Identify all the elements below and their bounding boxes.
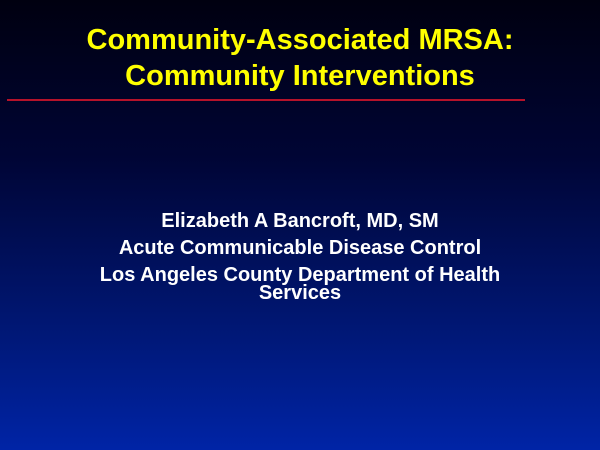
title-line-2: Community Interventions (125, 60, 475, 92)
title-underline-divider (7, 99, 525, 101)
author-department: Acute Communicable Disease Control (118, 237, 482, 259)
slide-title (0, 22, 600, 94)
author-organization: Los Angeles County Department of Health Services (99, 264, 501, 304)
author-block (0, 208, 600, 302)
author-name: Elizabeth A Bancroft, MD, SM (161, 210, 439, 232)
author-organization-wrap (90, 262, 510, 302)
title-line-1: Community-Associated MRSA: (86, 24, 514, 56)
